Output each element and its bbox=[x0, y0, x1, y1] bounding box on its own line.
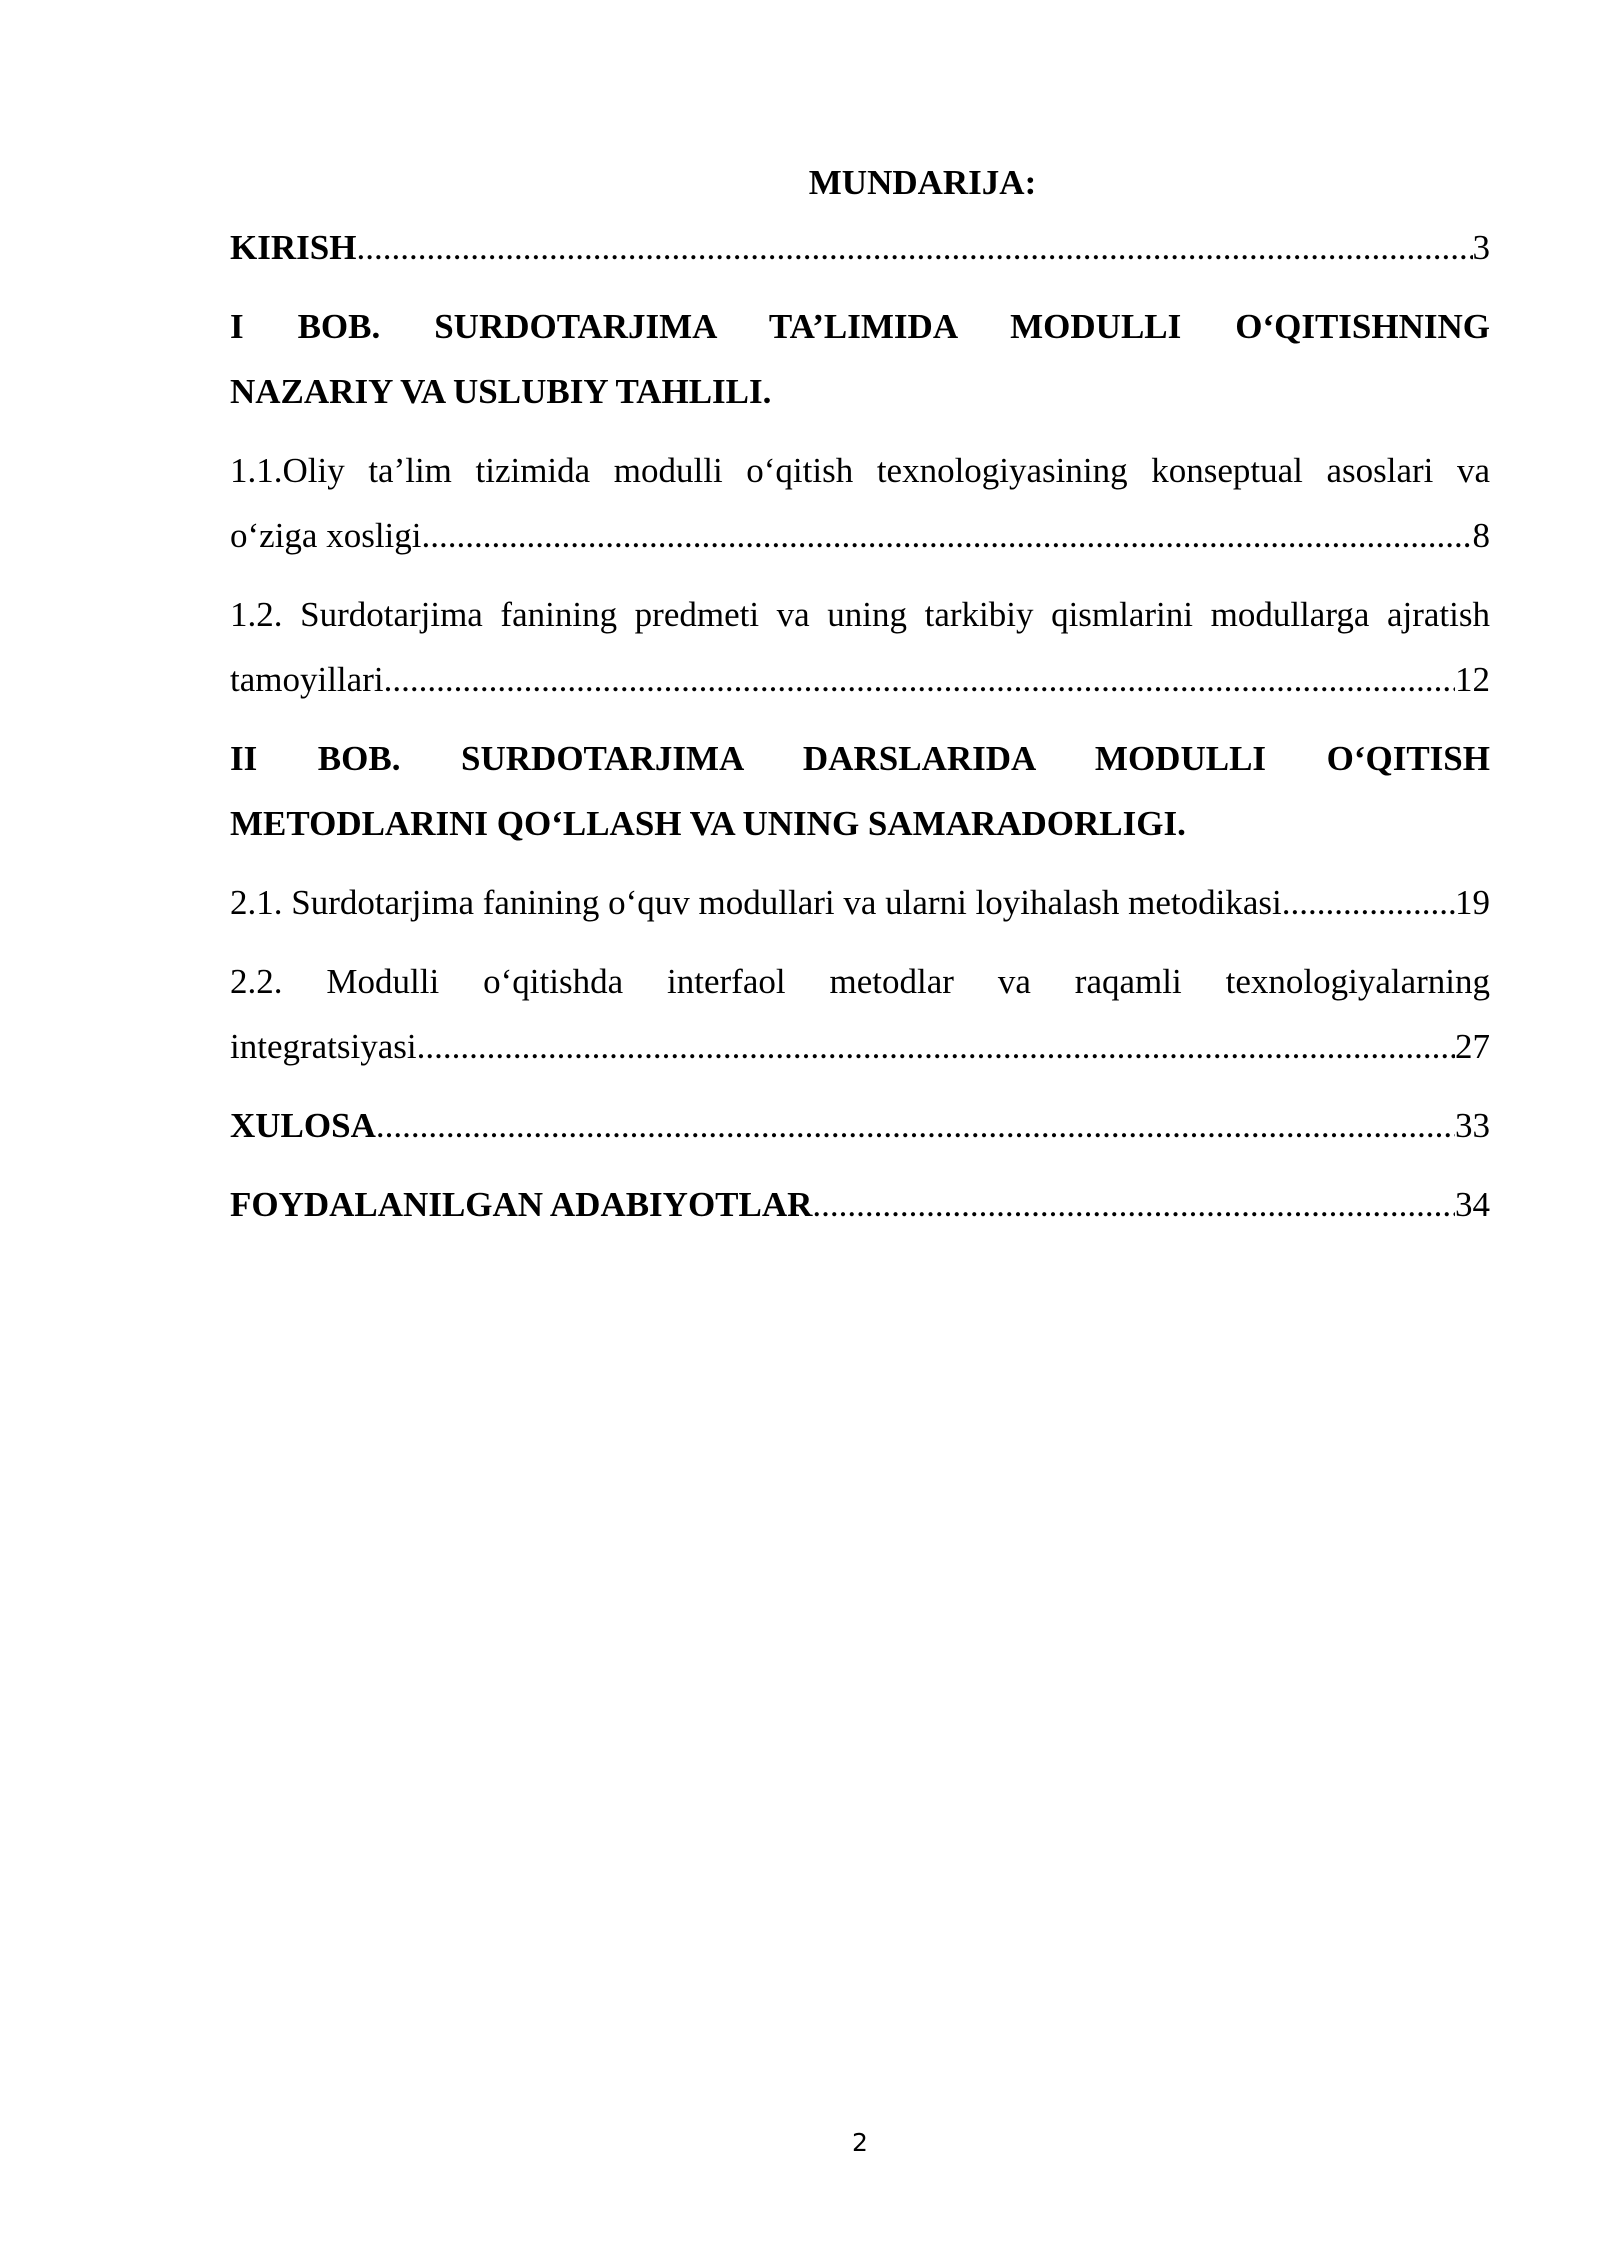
toc-entry-label: 2.1. Surdotarjima fanining o‘quv modullari va ularni loyihalash metodikasi bbox=[230, 883, 1282, 922]
toc-entry-kirish bbox=[230, 215, 1490, 280]
toc-entry-page: 33 bbox=[1455, 1106, 1490, 1145]
chapter-2-line-1: II BOB. SURDOTARJIMA DARSLARIDA MODULLI O‘QITISH bbox=[230, 739, 1490, 778]
toc-entry-page: 3 bbox=[1472, 228, 1490, 267]
toc-entry-page: 12 bbox=[1455, 660, 1490, 699]
dot-leader bbox=[356, 215, 1472, 280]
toc-entry-label: FOYDALANILGAN ADABIYOTLAR bbox=[230, 1185, 813, 1224]
toc-entry-chapter-2 bbox=[230, 726, 1490, 856]
toc-entry-1-1 bbox=[230, 438, 1490, 568]
toc-entry-label: KIRISH bbox=[230, 228, 357, 267]
section-1-1-line-1: 1.1.Oliy ta’lim tizimida modulli o‘qitish texnologiyasining konseptual asoslari va bbox=[230, 451, 1490, 490]
section-2-2-line-1: 2.2. Modulli o‘qitishda interfaol metodlar va raqamli texnologiyalarning bbox=[230, 962, 1490, 1001]
dot-leader bbox=[1282, 870, 1455, 935]
document-page bbox=[230, 150, 1490, 1237]
dot-leader bbox=[812, 1172, 1455, 1237]
toc-entry-adabiyotlar bbox=[230, 1172, 1490, 1237]
toc-entry-page: 8 bbox=[1472, 516, 1490, 555]
page-number: 2 bbox=[852, 2128, 868, 2157]
toc-entry-chapter-1 bbox=[230, 294, 1490, 424]
dot-leader bbox=[376, 1093, 1455, 1158]
chapter-1-line-2: NAZARIY VA USLUBIY TAHLILI. bbox=[230, 372, 772, 411]
toc-title: MUNDARIJA: bbox=[808, 163, 1037, 202]
toc-entry-label: integratsiyasi bbox=[230, 1027, 417, 1066]
dot-leader bbox=[422, 503, 1473, 568]
dot-leader bbox=[384, 647, 1455, 712]
section-1-2-line-1: 1.2. Surdotarjima fanining predmeti va uning tarkibiy qismlarini modullarga ajratish bbox=[230, 595, 1490, 634]
toc-entry-page: 34 bbox=[1455, 1185, 1490, 1224]
toc-entry-label: o‘ziga xosligi bbox=[230, 516, 422, 555]
toc-entry-page: 27 bbox=[1455, 1027, 1490, 1066]
toc-entry-label: XULOSA bbox=[230, 1106, 376, 1145]
section-1-1-line-2 bbox=[230, 503, 1490, 568]
chapter-2-line-2: METODLARINI QO‘LLASH VA UNING SAMARADORLIGI. bbox=[230, 804, 1186, 843]
toc-entry-label: tamoyillari bbox=[230, 660, 384, 699]
toc-entry-2-2 bbox=[230, 949, 1490, 1079]
toc-entry-xulosa bbox=[230, 1093, 1490, 1158]
dot-leader bbox=[417, 1014, 1455, 1079]
chapter-1-line-1: I BOB. SURDOTARJIMA TA’LIMIDA MODULLI O‘QITISHNING bbox=[230, 307, 1490, 346]
toc-entry-1-2 bbox=[230, 582, 1490, 712]
section-2-2-line-2 bbox=[230, 1014, 1490, 1079]
toc-entry-2-1 bbox=[230, 870, 1490, 935]
section-1-2-line-2 bbox=[230, 647, 1490, 712]
toc-entry-page: 19 bbox=[1455, 883, 1490, 922]
